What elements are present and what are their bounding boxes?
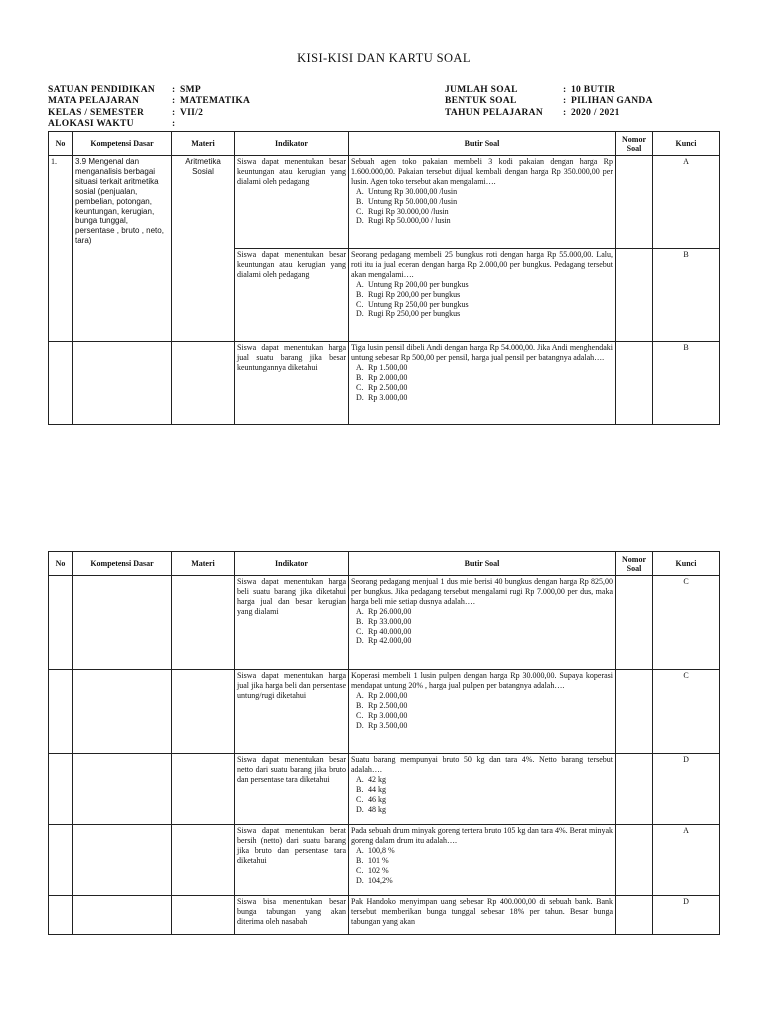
butir-soal [349, 576, 616, 670]
header-kompetensi-dasar: Kompetensi Dasar [73, 552, 172, 576]
option-text: 102 % [368, 865, 389, 875]
option-text: Rp 2.500,00 [368, 382, 408, 392]
materi [172, 342, 235, 425]
identity-label: MATA PELAJARAN [48, 96, 140, 107]
answer-option [351, 876, 613, 886]
option-letter: B. [356, 372, 364, 382]
option-text: Rp 2.500,00 [368, 700, 408, 710]
answer-options [351, 363, 613, 403]
table-row [49, 825, 720, 896]
indikator: Siswa dapat menentukan besar netto dari suatu barang jika bruto dan persentase tara diketahui [235, 754, 349, 825]
option-letter: D. [356, 216, 364, 226]
identity-block-right [445, 85, 653, 119]
option-text: Rp 3.000,00 [368, 392, 408, 402]
option-letter: C. [356, 626, 364, 636]
identity-label: SATUAN PENDIDIKAN [48, 85, 156, 95]
option-letter: D. [356, 804, 364, 814]
option-letter: A. [356, 606, 364, 616]
table-header-row [49, 132, 720, 156]
option-text: Rp 42.000,00 [368, 636, 412, 646]
nomor-soal [616, 342, 653, 425]
question-text: Suatu barang mempunyai bruto 50 kg dan tara 4%. Netto barang tersebut adalah…. [351, 755, 613, 774]
question-text: Pada sebuah drum minyak goreng tertera bruto 105 kg dan tara 4%. Berat minyak goreng dalam drum itu adalah…. [351, 826, 613, 845]
option-text: Rp 2.000,00 [368, 690, 408, 700]
header-butir-soal: Butir Soal [349, 552, 616, 576]
header-no: No [49, 132, 73, 156]
option-text: Untung Rp 30.000,00 /lusin [368, 186, 458, 196]
answer-option [351, 856, 613, 866]
answer-option [351, 290, 613, 300]
table-row [49, 156, 720, 249]
kisi-table-2 [48, 551, 720, 935]
option-letter: D. [356, 636, 364, 646]
answer-option [351, 775, 613, 785]
answer-options [351, 846, 613, 886]
row-number [49, 342, 73, 425]
option-letter: C. [356, 299, 364, 309]
option-letter: D. [356, 720, 364, 730]
option-letter: A. [356, 362, 364, 372]
option-text: Rp 40.000,00 [368, 626, 412, 636]
option-letter: C. [356, 794, 364, 804]
option-letter: B. [356, 289, 364, 299]
identity-label: ALOKASI WAKTU [48, 119, 134, 130]
identity-separator: : [563, 107, 567, 118]
answer-option [351, 805, 613, 815]
table-row [49, 670, 720, 754]
identity-separator: : [563, 85, 567, 95]
option-text: 100,8 % [368, 845, 395, 855]
option-letter: B. [356, 700, 364, 710]
identity-value: VII/2 [180, 107, 204, 118]
identity-row [445, 85, 653, 96]
answer-key: B [653, 249, 720, 342]
option-text: Rp 2.000,00 [368, 372, 408, 382]
option-text: 44 kg [368, 784, 386, 794]
identity-label: TAHUN PELAJARAN [445, 107, 544, 118]
option-text: 101 % [368, 855, 389, 865]
header-nomor-soal: Nomor Soal [616, 132, 653, 156]
indikator-text: Siswa bisa menentukan besar bunga tabungan yang akan diterima oleh nasabah [237, 897, 346, 926]
header-indikator: Indikator [235, 132, 349, 156]
answer-option [351, 846, 613, 856]
identity-row [48, 108, 250, 119]
option-text: Untung Rp 50.000,00 /lusin [368, 196, 458, 206]
option-text: Untung Rp 200,00 per bungkus [368, 279, 469, 289]
option-text: Rp 1.500,00 [368, 362, 408, 372]
header-no: No [49, 552, 73, 576]
answer-key: C [653, 576, 720, 670]
identity-value: PILIHAN GANDA [571, 96, 653, 107]
indikator: Siswa dapat menentukan harga beli suatu barang jika diketahui harga jual dan besar kerugian yang dialami [235, 576, 349, 670]
identity-row [445, 96, 653, 107]
option-text: 46 kg [368, 794, 386, 804]
identity-label: KELAS / SEMESTER [48, 107, 145, 118]
butir-soal [349, 670, 616, 754]
identity-value: 2020 / 2021 [571, 107, 620, 118]
question-text: Sebuah agen toko pakaian membeli 3 kodi pakaian dengan harga Rp 1.600.000,00. Pakaian tersebut dijual kembali dengan harga Rp 350.000,00 per lusin. Agen toko tersebut akan mengalami…. [351, 157, 613, 186]
option-letter: A. [356, 186, 364, 196]
answer-option [351, 373, 613, 383]
kisi-table-1 [48, 131, 720, 425]
identity-row [48, 85, 250, 96]
table-header-row [49, 552, 720, 576]
question-text: Pak Handoko menyimpan uang sebesar Rp 400.000,00 di sebuah bank. Bank tersebut memberikan bunga tunggal sebesar 18% per tahun. Besar bunga tabungan yang akan [351, 897, 613, 926]
option-text: Rugi Rp 200,00 per bungkus [368, 289, 461, 299]
table-row [49, 576, 720, 670]
option-text: 42 kg [368, 774, 386, 784]
materi: Aritmetika Sosial [172, 156, 235, 342]
option-text: Untung Rp 250,00 per bungkus [368, 299, 469, 309]
question-text: Koperasi membeli 1 lusin pulpen dengan harga Rp 30.000,00. Supaya koperasi mendapat untung 20% , harga jual pulpen per batangnya adalah…. [351, 671, 613, 690]
identity-row [48, 119, 250, 130]
identity-value: 10 BUTIR [571, 85, 616, 95]
answer-option [351, 711, 613, 721]
butir-soal [349, 896, 616, 935]
option-letter: C. [356, 206, 364, 216]
header-kompetensi-dasar: Kompetensi Dasar [73, 132, 172, 156]
identity-row [445, 108, 653, 119]
question-text: Tiga lusin pensil dibeli Andi dengan harga Rp 54.000,00. Jika Andi menghendaki untung sebesar Rp 500,00 per pensil, harga jual pensil per batangnya adalah…. [351, 343, 613, 362]
nomor-soal [616, 896, 653, 935]
answer-options [351, 775, 613, 815]
option-text: 48 kg [368, 804, 386, 814]
option-letter: A. [356, 845, 364, 855]
header-butir-soal: Butir Soal [349, 132, 616, 156]
answer-option [351, 216, 613, 226]
option-letter: B. [356, 784, 364, 794]
answer-option [351, 785, 613, 795]
answer-option [351, 187, 613, 197]
option-text: Rp 33.000,00 [368, 616, 412, 626]
option-text: Rp 26.000,00 [368, 606, 412, 616]
answer-options [351, 691, 613, 731]
identity-separator: : [172, 96, 176, 107]
indikator: Siswa dapat menentukan berat bersih (netto) dari suatu barang jika bruto dan persentase tara diketahui [235, 825, 349, 896]
option-text: Rp 3.500,00 [368, 720, 408, 730]
option-letter: D. [356, 309, 364, 319]
answer-option [351, 636, 613, 646]
answer-option [351, 197, 613, 207]
option-letter: A. [356, 690, 364, 700]
answer-options [351, 187, 613, 227]
option-letter: C. [356, 710, 364, 720]
nomor-soal [616, 576, 653, 670]
butir-soal [349, 825, 616, 896]
nomor-soal [616, 156, 653, 249]
question-text: Seorang pedagang membeli 25 bungkus roti dengan harga Rp 55.000,00. Lalu, roti itu ia jual eceran dengan harga Rp 2.000,00 per bungkus. Pedagang tersebut akan mengalami…. [351, 250, 613, 279]
option-text: Rugi Rp 50.000,00 / lusin [368, 216, 451, 226]
identity-label: JUMLAH SOAL [445, 85, 518, 95]
table-row [49, 342, 720, 425]
answer-key: D [653, 754, 720, 825]
header-kunci: Kunci [653, 552, 720, 576]
table-row [49, 896, 720, 935]
option-letter: B. [356, 196, 364, 206]
butir-soal [349, 754, 616, 825]
answer-option [351, 866, 613, 876]
indikator: Siswa dapat menentukan harga jual jika harga beli dan persentase untung/rugi diketahui [235, 670, 349, 754]
indikator: Siswa dapat menentukan harga jual suatu barang jika besar keuntungannya diketahui [235, 342, 349, 425]
kompetensi-dasar [73, 342, 172, 425]
header-kunci: Kunci [653, 132, 720, 156]
identity-value: SMP [180, 85, 201, 95]
identity-separator: : [172, 119, 176, 130]
answer-options [351, 280, 613, 320]
document-title: KISI-KISI DAN KARTU SOAL [297, 51, 471, 65]
header-materi: Materi [172, 132, 235, 156]
answer-option [351, 363, 613, 373]
nomor-soal [616, 249, 653, 342]
nomor-soal [616, 754, 653, 825]
answer-option [351, 300, 613, 310]
table-row [49, 754, 720, 825]
butir-soal [349, 156, 616, 249]
option-text: Rugi Rp 250,00 per bungkus [368, 309, 461, 319]
answer-key: B [653, 342, 720, 425]
indikator: Siswa dapat menentukan besar keuntungan atau kerugian yang dialami oleh pedagang [235, 249, 349, 342]
answer-option [351, 207, 613, 217]
kompetensi-dasar: 3.9 Mengenal dan menganalisis berbagai situasi terkait aritmetika sosial (penjualan, pembelian, potongan, keuntungan, kerugian, bunga tunggal, persentase , bruto , neto, tara) [73, 156, 172, 342]
option-letter: D. [356, 392, 364, 402]
identity-block-left [48, 85, 250, 131]
answer-option [351, 701, 613, 711]
answer-option [351, 607, 613, 617]
identity-separator: : [172, 107, 176, 118]
header-nomor-soal: Nomor Soal [616, 552, 653, 576]
option-letter: B. [356, 616, 364, 626]
answer-options [351, 607, 613, 647]
answer-option [351, 383, 613, 393]
option-text: 104,2% [368, 875, 393, 885]
nomor-soal [616, 825, 653, 896]
row-number: 1. [49, 156, 73, 342]
answer-option [351, 691, 613, 701]
option-letter: A. [356, 774, 364, 784]
identity-value: MATEMATIKA [180, 96, 251, 107]
option-letter: B. [356, 855, 364, 865]
answer-option [351, 721, 613, 731]
answer-option [351, 309, 613, 319]
butir-soal [349, 342, 616, 425]
option-letter: C. [356, 382, 364, 392]
answer-option [351, 393, 613, 403]
answer-option [351, 280, 613, 290]
identity-separator: : [172, 85, 176, 95]
indikator [235, 896, 349, 935]
butir-soal [349, 249, 616, 342]
answer-key: D [653, 896, 720, 935]
identity-separator: : [563, 96, 567, 107]
option-letter: C. [356, 865, 364, 875]
indikator: Siswa dapat menentukan besar keuntungan atau kerugian yang dialami oleh pedagang [235, 156, 349, 249]
question-text: Seorang pedagang menjual 1 dus mie berisi 40 bungkus dengan harga Rp 825,00 per bungkus. Jika pedagang tersebut mengalami rugi Rp 7.000,00 per dus, maka harga beli mie setiap dusnya adalah…. [351, 577, 613, 606]
answer-option [351, 617, 613, 627]
nomor-soal [616, 670, 653, 754]
answer-key: A [653, 156, 720, 249]
answer-key: C [653, 670, 720, 754]
answer-option [351, 795, 613, 805]
identity-label: BENTUK SOAL [445, 96, 517, 107]
identity-row [48, 96, 250, 107]
answer-key: A [653, 825, 720, 896]
option-text: Rp 3.000,00 [368, 710, 408, 720]
header-materi: Materi [172, 552, 235, 576]
header-indikator: Indikator [235, 552, 349, 576]
option-letter: A. [356, 279, 364, 289]
option-letter: D. [356, 875, 364, 885]
answer-option [351, 627, 613, 637]
option-text: Rugi Rp 30.000,00 /lusin [368, 206, 449, 216]
